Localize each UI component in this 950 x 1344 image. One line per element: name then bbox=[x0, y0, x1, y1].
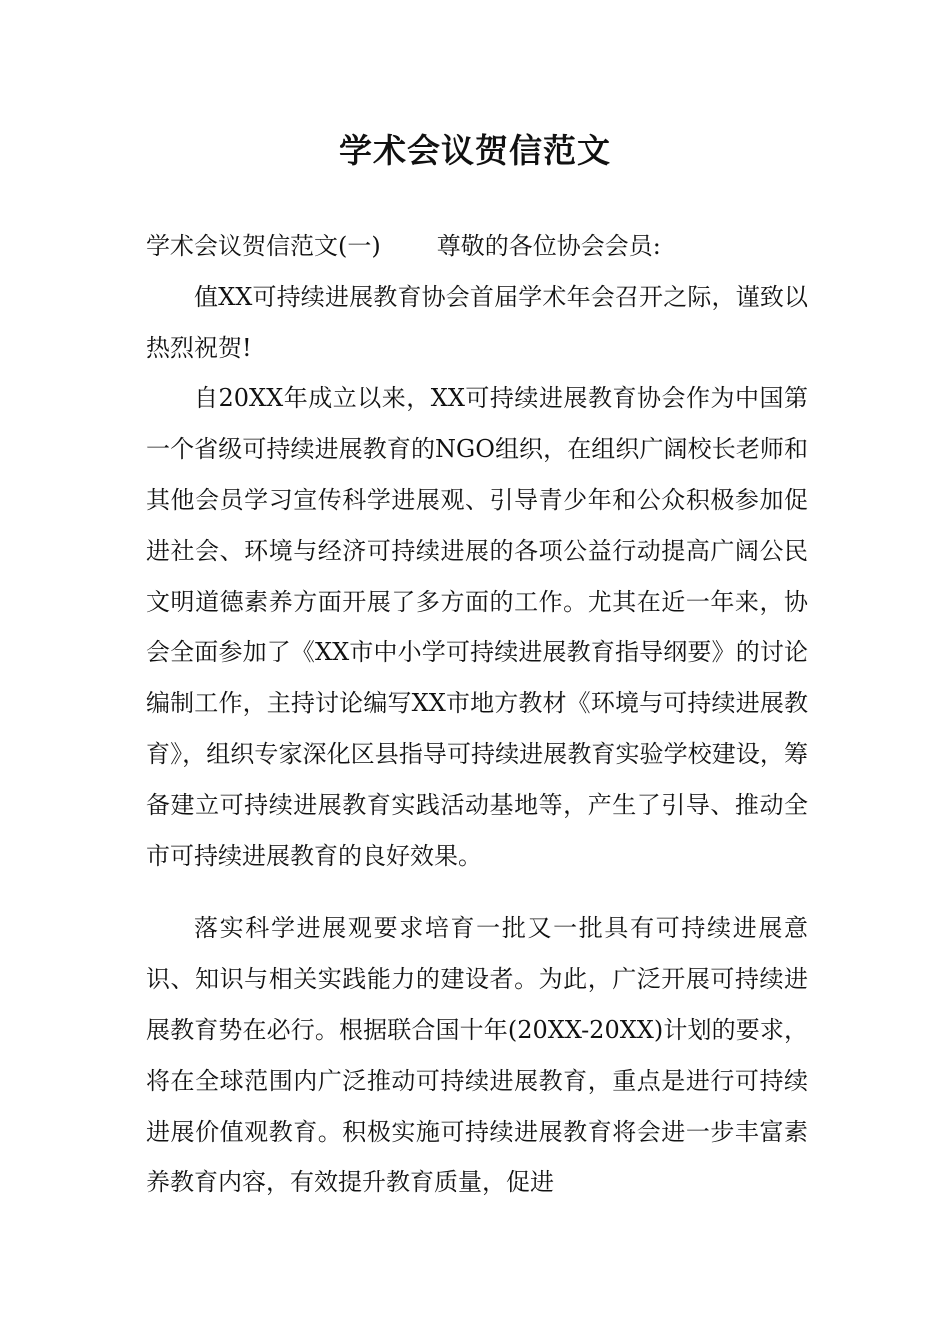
document-body bbox=[146, 221, 808, 1208]
paragraph-spacer bbox=[146, 881, 808, 903]
paragraph-greeting: 值XX可持续进展教育协会首届学术年会召开之际，谨致以热烈祝贺! bbox=[146, 282, 808, 362]
heading-label: 学术会议贺信范文(一) bbox=[146, 232, 381, 260]
paragraph-education: 落实科学进展观要求培育一批又一批具有可持续进展意识、知识与相关实践能力的建设者。为此，广泛开展可持续进展教育势在必行。根据联合国十年(20XX-20XX)计划的要求，将在全球范围内广泛推动可持续进展教育，重点是进行可持续进展价值观教育。积极实施可持续进展教育将会进一步丰富素养教育内容，有效提升教育质量，促进 bbox=[146, 914, 808, 1197]
heading-line bbox=[146, 221, 808, 272]
paragraph-achievements: 自20XX年成立以来，XX可持续进展教育协会作为中国第一个省级可持续进展教育的NGO组织，在组织广阔校长老师和其他会员学习宣传科学进展观、引导青少年和公众积极参加促进社会、环境与经济可持续进展的各项公益行动提高广阔公民文明道德素养方面开展了多方面的工作。尤其在近一年来，协会全面参加了《XX市中小学可持续进展教育指导纲要》的讨论编制工作，主持讨论编写XX市地方教材《环境与可持续进展教育》，组织专家深化区县指导可持续进展教育实验学校建设，筹备建立可持续进展教育实践活动基地等，产生了引导、推动全市可持续进展教育的良好效果。 bbox=[146, 384, 808, 870]
document-title: 学术会议贺信范文 bbox=[339, 131, 611, 170]
salutation: 尊敬的各位协会会员: bbox=[436, 232, 661, 260]
